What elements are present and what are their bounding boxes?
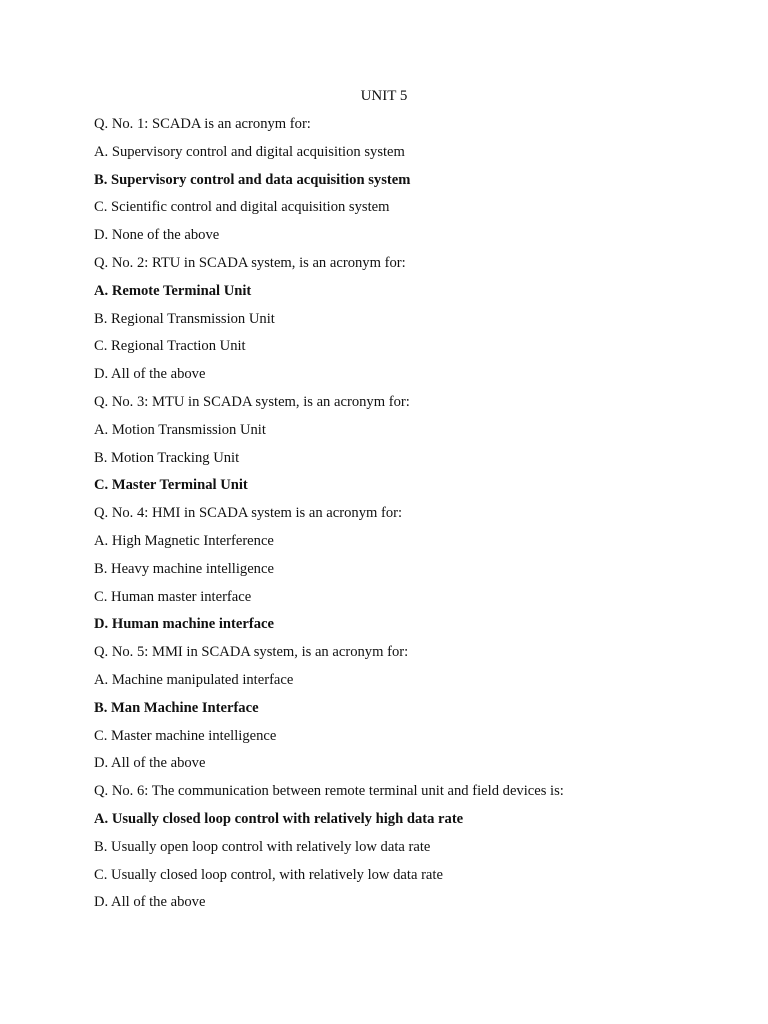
option-text: A. High Magnetic Interference	[94, 532, 274, 549]
correct-option-text: D. Human machine interface	[94, 616, 274, 633]
question-text: Q. No. 3: MTU in SCADA system, is an acronym for:	[94, 393, 410, 410]
option-text: B. Regional Transmission Unit	[94, 310, 275, 327]
option-text: D. All of the above	[94, 755, 206, 772]
option-text: A. Motion Transmission Unit	[94, 421, 266, 438]
option-text: B. Usually open loop control with relatively low data rate	[94, 838, 431, 855]
question-text: Q. No. 5: MMI in SCADA system, is an acronym for:	[94, 644, 409, 661]
option-text: C. Human master interface	[94, 588, 252, 605]
question-text: Q. No. 2: RTU in SCADA system, is an acronym for:	[94, 254, 406, 271]
option-text: B. Heavy machine intelligence	[94, 560, 274, 577]
option-text: A. Machine manipulated interface	[94, 671, 294, 688]
option-text: C. Regional Traction Unit	[94, 338, 246, 355]
question-text: Q. No. 1: SCADA is an acronym for:	[94, 116, 311, 132]
correct-option-text: A. Remote Terminal Unit	[94, 282, 252, 299]
question-list	[94, 114, 714, 920]
option-text: D. All of the above	[94, 894, 206, 911]
correct-option-text: A. Usually closed loop control with relatively high data rate	[94, 810, 464, 827]
option-text: D. None of the above	[94, 227, 220, 244]
option-text: C. Scientific control and digital acquisition system	[94, 199, 390, 216]
option-text: A. Supervisory control and digital acquisition system	[94, 143, 405, 160]
document-title	[0, 86, 768, 106]
correct-option-text: C. Master Terminal Unit	[94, 477, 248, 494]
option-text: B. Motion Tracking Unit	[94, 449, 240, 466]
correct-option-text: B. Man Machine Interface	[94, 699, 259, 716]
option-text: C. Master machine intelligence	[94, 727, 277, 744]
option-text: C. Usually closed loop control, with relatively low data rate	[94, 866, 443, 883]
question-text: Q. No. 6: The communication between remote terminal unit and field devices is:	[94, 783, 564, 800]
document-title-text: UNIT 5	[360, 88, 408, 104]
correct-option-text: B. Supervisory control and data acquisition system	[94, 171, 411, 188]
question-text: Q. No. 4: HMI in SCADA system is an acronym for:	[94, 505, 403, 522]
option-text: D. All of the above	[94, 366, 206, 383]
